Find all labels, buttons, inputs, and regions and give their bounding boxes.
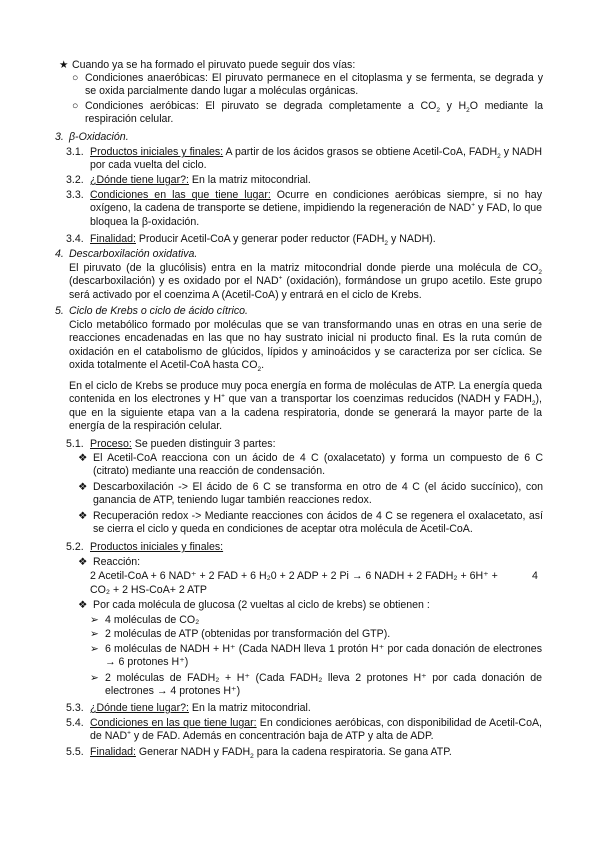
diamond-bullet-icon: ❖ (78, 599, 88, 611)
item-5-3-number: 5.3. (66, 702, 84, 714)
reaction-label: Reacción: (93, 556, 141, 568)
yield-co2: 4 moléculas de CO₂ (105, 614, 200, 626)
reaction-equation-coefficient: 4 (532, 570, 538, 582)
intro-item-anaerobic: Condiciones anaeróbicas: El piruvato permanece en el citoplasma y se fermenta, se degrada y se oxida parcialmente dando lugar a moléculas orgánicas. (85, 72, 543, 98)
arrow-bullet-icon: ➢ (90, 672, 99, 684)
item-5-5-number: 5.5. (66, 746, 84, 758)
item-3-2: ¿Dónde tiene lugar?: En la matriz mitocondrial. (90, 174, 311, 186)
section-5-paragraph-1: Ciclo metabólico formado por moléculas que se van transformando unas en otras en una serie de reacciones encadenadas en las que no hay sustrato inicial ni producto final. Es la ruta común de oxidación en el catabolismo de glúcidos, lípidos y aminoácidos y se caracteriza por ser cíclica. Se oxida totalmente el Acetil-CoA hasta $CO_2$. (69, 319, 542, 374)
intro-item-aerobic: Condiciones aeróbicas: El piruvato se degrada completamente a $CO_2$ y $H_2O$ mediante la respiración celular. (85, 100, 543, 126)
yield-fadh2: 2 moléculas de FADH₂ + H⁺ (Cada FADH₂ lleva 2 protones H⁺ por cada donación de electrones → 4 protones H⁺) (105, 672, 542, 698)
arrow-bullet-icon: ➢ (90, 643, 99, 655)
process-step-3: Recuperación redox -> Mediante reacciones con ácidos de 4 C se regenera el oxalacetato, así se cierra el ciclo y queda en condiciones de aceptar otra molécula de Acetil-CoA. (93, 510, 543, 536)
reaction-equation-line-1: 2 Acetil-CoA + 6 NAD⁺ + 2 FAD + 6 H₂0 + 2 ADP + 2 Pi → 6 NADH + 2 FADH₂ + 6H⁺ + (90, 570, 498, 582)
circle-bullet-icon: ○ (72, 100, 79, 112)
section-5-title: Ciclo de Krebs o ciclo de ácido cítrico. (69, 305, 248, 317)
item-5-2-number: 5.2. (66, 541, 84, 553)
item-3-3-number: 3.3. (66, 189, 84, 201)
diamond-bullet-icon: ❖ (78, 481, 88, 493)
yield-nadh: 6 moléculas de NADH + H⁺ (Cada NADH lleva 1 protón H⁺ por cada donación de electrones → 6 protones H⁺) (105, 643, 542, 669)
item-5-4: Condiciones en las que tiene lugar: En condiciones aeróbicas, con disponibilidad de Acetil-CoA, de NAD+ y de FAD. Además en concentración baja de ATP y alta de ADP. (90, 717, 542, 743)
yield-atp: 2 moléculas de ATP (obtenidas por transformación del GTP). (105, 628, 391, 640)
item-5-3: ¿Dónde tiene lugar?: En la matriz mitocondrial. (90, 702, 311, 714)
item-5-2: Productos iniciales y finales: (90, 541, 224, 553)
item-3-4: Finalidad: Producir Acetil-CoA y generar poder reductor ($FADH_2$ y NADH). (90, 233, 436, 248)
section-3-title: β-Oxidación. (69, 131, 129, 143)
item-3-3: Condiciones en las que tiene lugar: Ocurre en condiciones aeróbicas siempre, si no hay oxígeno, la cadena de transporte se detiene, impidiendo la regeneración de NAD+ y FAD, lo que bloquea la β-oxidación. (90, 189, 543, 228)
glucose-yield-text: Por cada molécula de glucosa (2 vueltas al ciclo de krebs) se obtienen : (93, 599, 430, 611)
circle-bullet-icon: ○ (72, 72, 79, 84)
arrow-bullet-icon: ➢ (90, 614, 99, 626)
section-4-title: Descarboxilación oxidativa. (69, 248, 198, 260)
process-step-2: Descarboxilación -> El ácido de 6 C se transforma en otro de 4 C (el ácido succínico), con ganancia de ATP, teniendo lugar también reacciones redox. (93, 481, 543, 507)
process-step-1: El Acetil-CoA reacciona con un ácido de 4 C (oxalacetato) y forma un compuesto de 6 C (citrato) mediante una reacción de condensación. (93, 452, 543, 478)
item-3-4-number: 3.4. (66, 233, 84, 245)
diamond-bullet-icon: ❖ (78, 556, 88, 568)
item-5-4-number: 5.4. (66, 717, 84, 729)
item-5-1: Proceso: Se pueden distinguir 3 partes: (90, 438, 276, 450)
item-5-5: Finalidad: Generar NADH y $FADH_2$ para la cadena respiratoria. Se gana ATP. (90, 746, 452, 761)
diamond-bullet-icon: ❖ (78, 452, 88, 464)
section-3-number: 3. (55, 131, 64, 143)
arrow-bullet-icon: ➢ (90, 628, 99, 640)
intro-text: Cuando ya se ha formado el piruvato puede seguir dos vías: (72, 59, 356, 71)
item-3-1: Productos iniciales y finales: A partir de los ácidos grasos se obtiene Acetil-CoA, $FADH_2$ y NADH por cada vuelta del ciclo. (90, 146, 543, 172)
section-4-paragraph: El piruvato (de la glucólisis) entra en la matriz mitocondrial donde pierde una molécula de $CO_2$ (descarboxilación) y es oxidado por el NAD+ (oxidación), formándose un grupo acetilo. Este grupo será activado por el coenzima A (Acetil-CoA) y entrará en el ciclo de Krebs. (69, 262, 542, 301)
item-3-1-number: 3.1. (66, 146, 84, 158)
section-5-paragraph-2: En el ciclo de Krebs se produce muy poca energía en forma de moléculas de ATP. La energía queda contenida en los electrones y H+ que van a transportar los coenzimas reducidos (NADH y $FADH_2$), que en la siguiente etapa van a la cadena respiratoria, donde se generará la mayor parte de la energía de la respiración celular. (69, 380, 543, 433)
section-5-number: 5. (55, 305, 64, 317)
star-bullet-icon: ★ (59, 59, 69, 71)
diamond-bullet-icon: ❖ (78, 510, 88, 522)
item-5-1-number: 5.1. (66, 438, 84, 450)
section-4-number: 4. (55, 248, 64, 260)
reaction-equation-line-2: CO₂ + 2 HS-CoA+ 2 ATP (90, 584, 207, 596)
item-3-2-number: 3.2. (66, 174, 84, 186)
